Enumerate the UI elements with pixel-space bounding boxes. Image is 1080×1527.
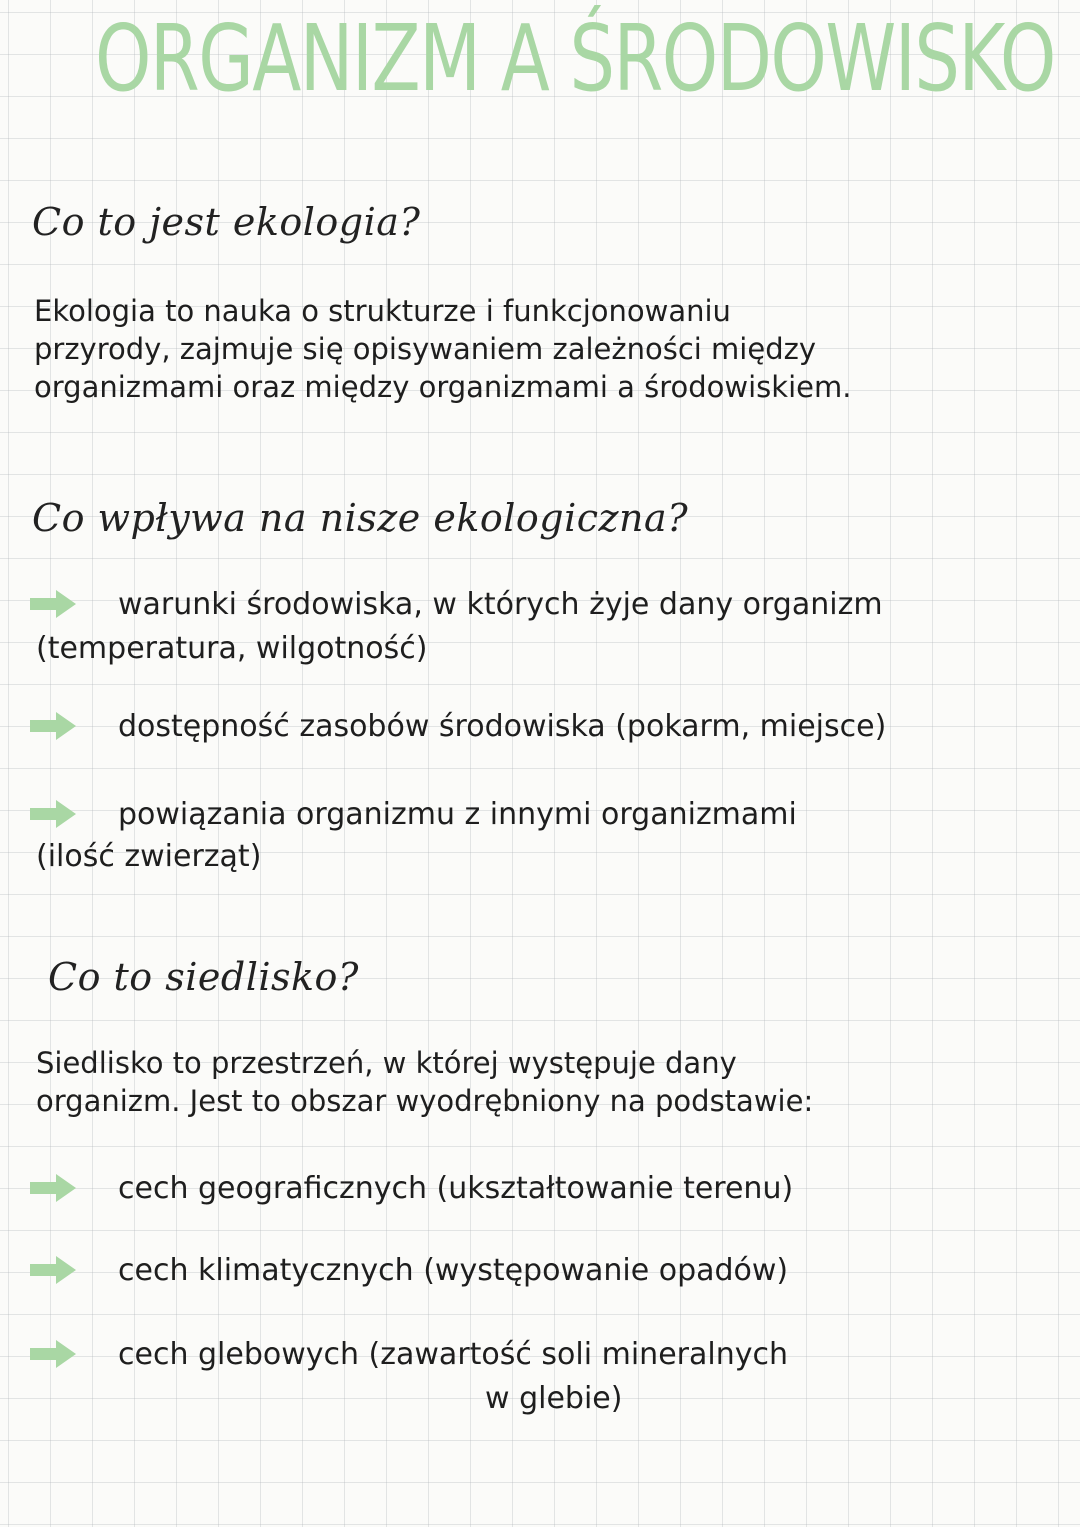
paragraph-line: Ekologia to nauka o strukturze i funkcjonowaniu (34, 294, 731, 328)
paragraph-line: organizm. Jest to obszar wyodrębniony na podstawie: (36, 1084, 814, 1118)
list-item (30, 1334, 1070, 1424)
list-item (30, 584, 1070, 674)
list-item-text: cech glebowych (zawartość soli mineralnych (118, 1337, 788, 1372)
right-arrow-icon (30, 1340, 76, 1368)
paragraph-line: organizmami oraz między organizmami a środowiskiem. (34, 370, 852, 404)
section-paragraph-siedlisko (36, 1044, 813, 1120)
list-item (30, 1168, 1070, 1214)
list-item-text: cech klimatycznych (występowanie opadów) (118, 1253, 789, 1288)
list-item-subtext: w glebie) (485, 1381, 623, 1416)
page-title: ORGANIZM A ŚRODOWISKO (95, 5, 1055, 112)
section-heading-ekologia: Co to jest ekologia? (32, 200, 421, 244)
section-heading-nisza: Co wpływa na nisze ekologiczna? (32, 496, 689, 540)
right-arrow-icon (30, 590, 76, 618)
list-item-text: warunki środowiska, w których żyje dany organizm (118, 587, 883, 622)
section-paragraph-ekologia (34, 292, 851, 406)
paragraph-line: przyrody, zajmuje się opisywaniem zależności między (34, 332, 816, 366)
list-item-text: dostępność zasobów środowiska (pokarm, miejsce) (118, 709, 887, 744)
list-item-subtext: (temperatura, wilgotność) (36, 631, 428, 666)
right-arrow-icon (30, 1256, 76, 1284)
paragraph-line: Siedlisko to przestrzeń, w której występuje dany (36, 1046, 737, 1080)
right-arrow-icon (30, 712, 76, 740)
list-item (30, 1250, 1070, 1296)
right-arrow-icon (30, 800, 76, 828)
list-item-text: cech geograficznych (ukształtowanie terenu) (118, 1171, 794, 1206)
list-item-subtext: (ilość zwierząt) (36, 839, 262, 874)
list-item-text: powiązania organizmu z innymi organizmami (118, 797, 797, 832)
list-item (30, 706, 1070, 752)
section-heading-siedlisko: Co to siedlisko? (48, 955, 359, 999)
list-item (30, 794, 1070, 884)
right-arrow-icon (30, 1174, 76, 1202)
